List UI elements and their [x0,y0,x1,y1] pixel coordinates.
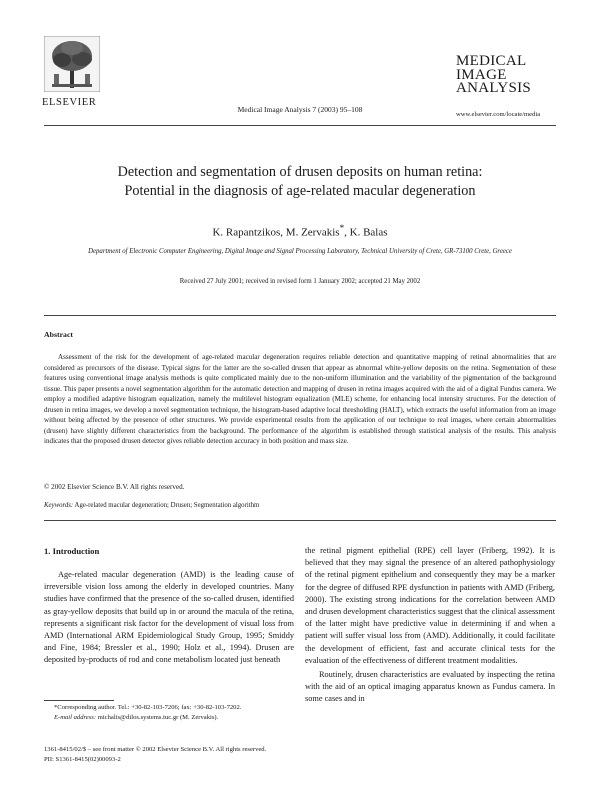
email-label: E-mail address: [54,713,97,721]
page-footer [44,745,266,764]
abstract-top-divider [44,315,556,316]
body-paragraph: Age-related macular degeneration (AMD) is the leading cause of irreversible vision loss among the elderly in developed countries. Many studies have confirmed that the presence of the so-called drusen, identified as gray-yellow deposits that build up in or around the macula of the retina, represents a significant risk factor for the development of visual loss from AMD (International ARM Epidemiological Study Group, 1995; Smiddy and Fine, 1984; Bressler et al., 1990; Holz et al., 1994). Drusen are deposited by-products of rod and cone metabolism located just beneath [44,570,294,665]
title-line: Detection and segmentation of drusen deposits on human retina: [117,164,483,180]
keywords [44,502,259,509]
abstract-copyright: © 2002 Elsevier Science B.V. All rights reserved. [44,483,185,491]
author: M. Zervakis [285,226,340,239]
email-address: michalis@dilos.systems.tuc.gr (M. Zervakis). [96,713,219,721]
journal-reference: Medical Image Analysis 7 (2003) 95–108 [237,105,363,114]
abstract-heading: Abstract [44,330,74,339]
author: , K. Balas [344,226,388,239]
journal-url: www.elsevier.com/locate/media [456,111,541,118]
header-divider [44,125,556,126]
footnote [44,703,294,722]
left-column [44,569,294,667]
corresponding-author-note: *Corresponding author. Tel.: +30-82-103-7206; fax: +30-82-103-7202. [54,704,242,711]
keywords-label: Keywords: [44,502,74,509]
author-list [0,223,600,239]
pii-line: PII: S1361-8415(02)00093-2 [44,755,121,763]
abstract-text: Assessment of the risk for the development of age-related macular degeneration requires reliable detection and quantitative mapping of retinal abnormalities that are considered as precursors of the disease. Typical signs for the latter are the so-called drusen that appear as abnormal white-yellow deposits on the retina. Segmentation of these features using conventional image analysis methods is quite complicated mainly due to the non-uniform illumination and the variability of the pigmentation of the background tissue. This paper presents a novel segmentation algorithm for the automatic detection and mapping of drusen in retina images acquired with the aid of a digital Fundus camera. We employ a modified adaptive histogram equalization, namely the multilevel histogram equalization (MLE) scheme, for enhancing local intensity structures. For the detection of drusen in retina images, we develop a novel segmentation technique, the histogram-based adaptive local thresholding (HALT), which extracts the useful information from an image without being affected by the presence of other structures. We provide experimental results from the application of our technique to real images, where certain abnormalities (drusen) have slightly different characteristics from the background. The performance of the algorithm is established through statistical analysis of the results. This analysis indicates that the proposed drusen detector gives reliable detection accuracy in both position and mass size. [44,353,556,445]
journal-logo [456,55,531,96]
abstract-bottom-divider [44,520,556,521]
body-paragraph: the retinal pigment epithelial (RPE) cell layer (Friberg, 1992). It is believed that they may signal the presence of an altered pathophysiology of the retinal pigment epithelium and consequently they may be a marker for the degree of diffused RPE dysfunction in patients with AMD (Friberg, 2000). The existing strong indications for the correlation between AMD and drusen development characteristics suggest that the clinical assessment of the latter might have predictive value in determining if and when a patient will suffer visual loss from (AMD). Additionally, it could facilitate the development of efficient, fast and accurate clinical tests for the evaluation of the effectiveness of different treatment modalities. [305,546,555,665]
section-heading: 1. Introduction [44,546,100,556]
journal-logo-line: MEDICAL [456,53,527,69]
title-line: Potential in the diagnosis of age-related macular degeneration [124,183,476,199]
keywords-list: Age-related macular degeneration; Drusen; Segmentation algorithm [74,502,260,509]
corresponding-mark: * [339,223,345,233]
issn-line: 1361-8415/02/$ – see front matter © 2002 Elsevier Science B.V. All rights reserved. [44,746,267,753]
journal-logo-line: ANALYSIS [456,80,532,96]
article-dates: Received 27 July 2001; received in revised form 1 January 2002; accepted 21 May 2002 [179,278,421,285]
right-column [305,545,555,706]
article-title [40,163,560,201]
body-paragraph: Routinely, drusen characteristics are evaluated by inspecting the retina with the aid of an optical imaging apparatus known as Fundus camera. In some cases and in [305,670,555,704]
footnote-divider [44,700,114,701]
affiliation: Department of Electronic Computer Engineering, Digital Image and Signal Processing Laboratory, Technical University of Crete, GR-73100 Crete, Greece [88,248,512,255]
journal-logo-line: IMAGE [456,66,507,83]
publisher-name: ELSEVIER [42,97,97,108]
elsevier-tree-logo-icon [44,36,100,92]
author: K. Rapantzikos, [212,226,286,239]
